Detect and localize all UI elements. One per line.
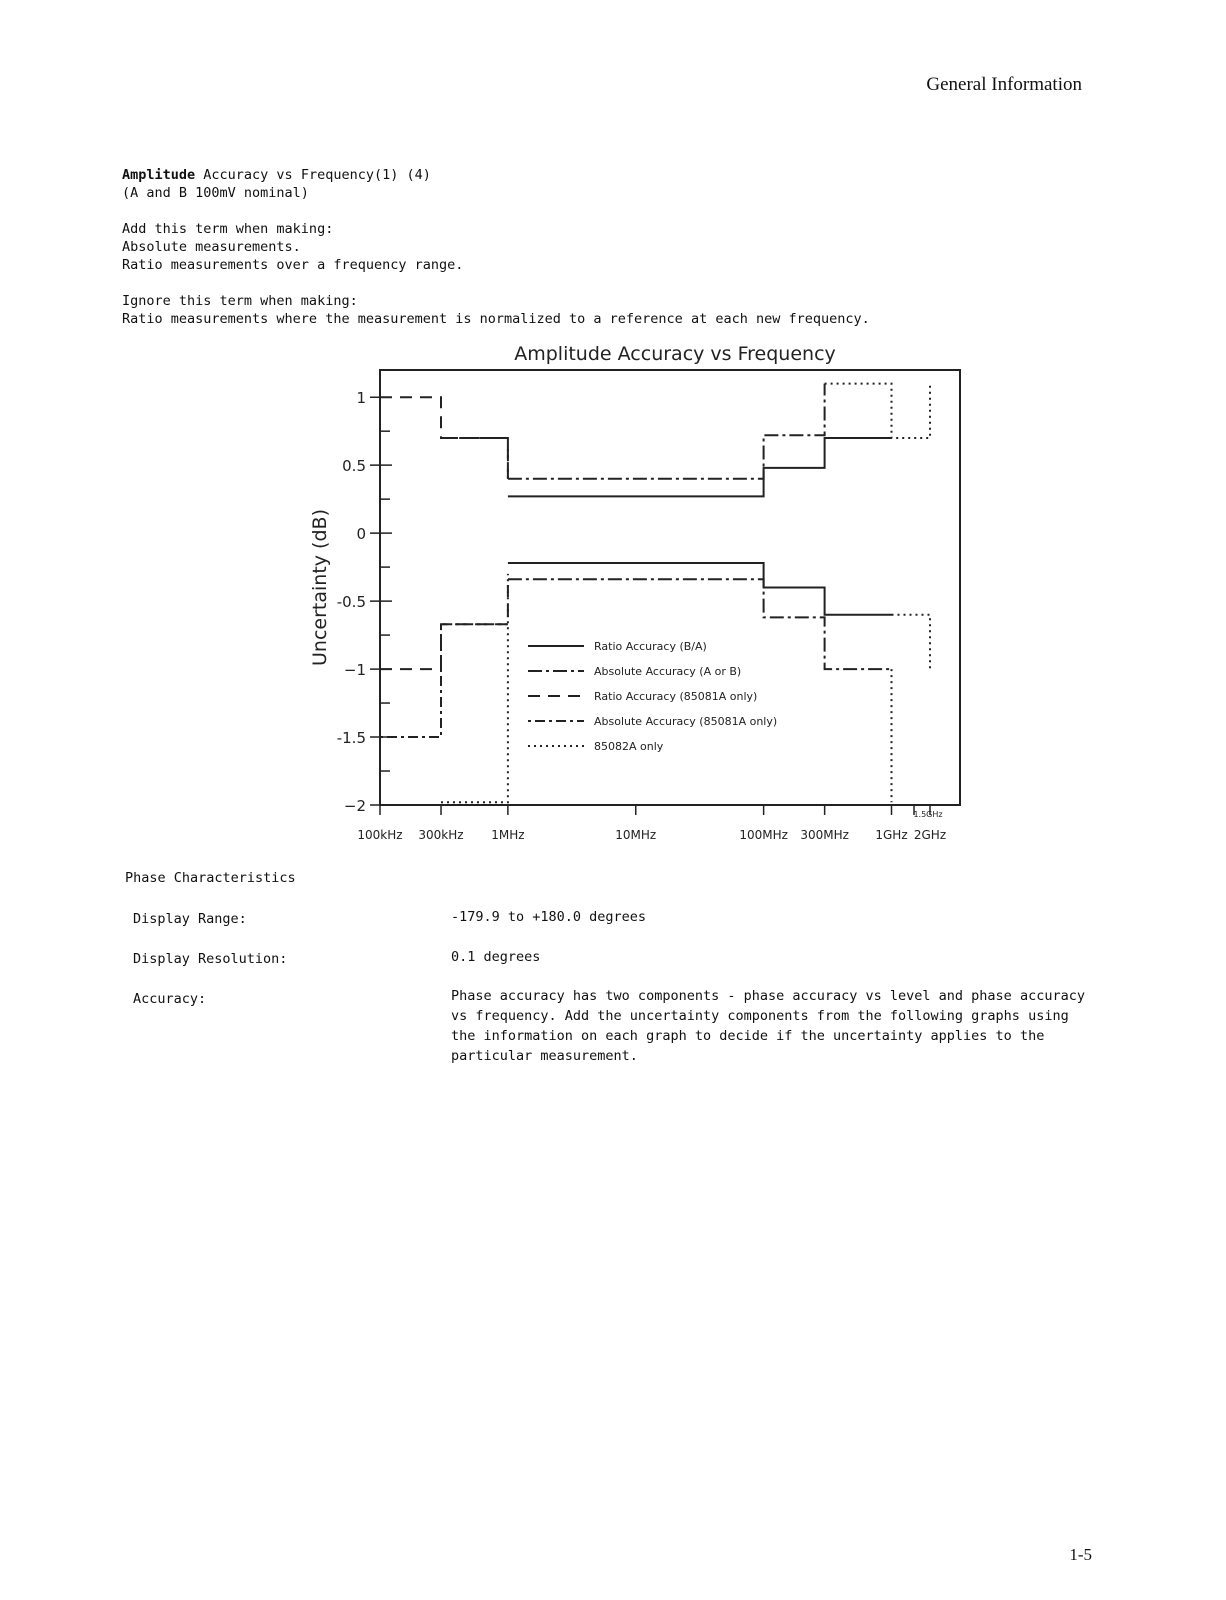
legend-entry: 85082A only	[594, 740, 664, 753]
chart-title: Amplitude Accuracy vs Frequency	[514, 346, 836, 365]
series-upper-line	[825, 384, 930, 438]
ignore-term-title: Ignore this term when making:	[122, 293, 358, 309]
add-term-item: Ratio measurements over a frequency range.	[122, 257, 464, 273]
display-range-label: Display Range:	[133, 911, 247, 927]
x-tick-label: 2GHz	[913, 828, 947, 842]
x-tick-label: 10MHz	[615, 828, 657, 842]
phase-title: Phase Characteristics	[125, 870, 296, 886]
amplitude-accuracy-chart	[300, 346, 1000, 856]
y-tick-label: -1.5	[336, 729, 366, 748]
x-tick-label: 1GHz	[875, 828, 908, 842]
display-range-value: -179.9 to +180.0 degrees	[451, 909, 647, 925]
display-resolution-value: 0.1 degrees	[451, 949, 541, 965]
series-lower-line	[892, 615, 931, 669]
page-number: 1-5	[1069, 1545, 1092, 1564]
accuracy-description: Phase accuracy has two components - phase accuracy vs level and phase accuracy vs frequency. Add the uncertainty components from the following graphs using the information on each graph to decide if the uncertainty applies to the particular measurement.	[451, 988, 1085, 1064]
y-axis-label: Uncertainty (dB)	[309, 509, 331, 666]
x-tick-label: 1.5GHz	[913, 810, 943, 819]
y-tick-label: 1	[356, 389, 366, 408]
y-tick-label: 0.5	[342, 457, 366, 476]
plot-frame	[380, 370, 960, 805]
add-term-title: Add this term when making:	[122, 221, 334, 237]
amplitude-section	[122, 166, 870, 328]
amplitude-heading: Amplitude Accuracy vs Frequency(1) (4)	[122, 167, 431, 183]
series-upper-line	[508, 384, 825, 479]
legend-entry: Absolute Accuracy (85081A only)	[594, 715, 778, 728]
display-resolution-label: Display Resolution:	[133, 951, 288, 967]
x-tick-label: 300kHz	[418, 828, 464, 842]
legend-entry: Ratio Accuracy (85081A only)	[594, 690, 758, 703]
series-lower-line	[441, 574, 508, 802]
legend-entry: Absolute Accuracy (A or B)	[594, 665, 742, 678]
y-tick-label: 0	[356, 525, 366, 544]
section-header: General Information	[926, 74, 1082, 95]
series-lower-line	[380, 624, 508, 737]
accuracy-label: Accuracy:	[133, 991, 207, 1007]
series-lower-line	[508, 563, 892, 615]
add-term-item: Absolute measurements.	[122, 239, 301, 255]
y-tick-label: −1	[343, 661, 366, 680]
y-tick-label: −2	[343, 797, 366, 815]
x-tick-label: 100MHz	[739, 828, 788, 842]
x-tick-label: 100kHz	[357, 828, 403, 842]
y-tick-label: -0.5	[336, 593, 366, 612]
series-upper-line	[508, 438, 892, 496]
series-lower-line	[508, 579, 892, 669]
legend-entry: Ratio Accuracy (B/A)	[594, 640, 707, 653]
ignore-term-item: Ratio measurements where the measurement is normalized to a reference at each new frequency.	[122, 311, 870, 327]
series-upper-line	[441, 438, 508, 479]
x-tick-label: 1MHz	[491, 828, 525, 842]
x-tick-label: 300MHz	[800, 828, 849, 842]
amplitude-subheading: (A and B 100mV nominal)	[122, 185, 309, 201]
